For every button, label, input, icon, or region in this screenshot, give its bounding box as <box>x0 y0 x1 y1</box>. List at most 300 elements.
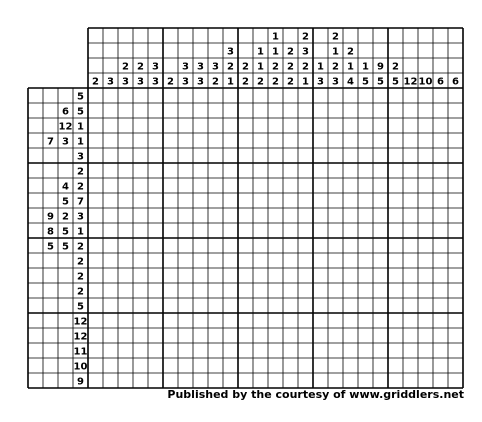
grid-cell[interactable] <box>388 133 403 148</box>
grid-cell[interactable] <box>313 313 328 328</box>
grid-cell[interactable] <box>433 298 448 313</box>
grid-cell[interactable] <box>118 223 133 238</box>
grid-cell[interactable] <box>328 133 343 148</box>
grid-cell[interactable] <box>343 88 358 103</box>
grid-cell[interactable] <box>358 313 373 328</box>
grid-cell[interactable] <box>388 298 403 313</box>
grid-cell[interactable] <box>328 343 343 358</box>
grid-cell[interactable] <box>103 208 118 223</box>
grid-cell[interactable] <box>148 118 163 133</box>
grid-cell[interactable] <box>238 118 253 133</box>
grid-cell[interactable] <box>148 163 163 178</box>
grid-cell[interactable] <box>373 358 388 373</box>
grid-cell[interactable] <box>313 223 328 238</box>
grid-cell[interactable] <box>388 313 403 328</box>
grid-cell[interactable] <box>313 88 328 103</box>
grid-cell[interactable] <box>283 373 298 388</box>
grid-cell[interactable] <box>193 238 208 253</box>
grid-cell[interactable] <box>193 118 208 133</box>
grid-cell[interactable] <box>328 148 343 163</box>
grid-cell[interactable] <box>403 358 418 373</box>
grid-cell[interactable] <box>178 238 193 253</box>
grid-cell[interactable] <box>358 298 373 313</box>
grid-cell[interactable] <box>283 343 298 358</box>
grid-cell[interactable] <box>208 268 223 283</box>
grid-cell[interactable] <box>208 133 223 148</box>
grid-cell[interactable] <box>283 253 298 268</box>
grid-cell[interactable] <box>448 313 463 328</box>
grid-cell[interactable] <box>343 328 358 343</box>
grid-cell[interactable] <box>373 223 388 238</box>
grid-cell[interactable] <box>253 268 268 283</box>
grid-cell[interactable] <box>403 373 418 388</box>
grid-cell[interactable] <box>223 253 238 268</box>
grid-cell[interactable] <box>208 148 223 163</box>
grid-cell[interactable] <box>268 343 283 358</box>
grid-cell[interactable] <box>223 328 238 343</box>
grid-cell[interactable] <box>418 118 433 133</box>
grid-cell[interactable] <box>208 223 223 238</box>
grid-cell[interactable] <box>433 103 448 118</box>
grid-cell[interactable] <box>253 163 268 178</box>
grid-cell[interactable] <box>178 283 193 298</box>
grid-cell[interactable] <box>313 328 328 343</box>
grid-cell[interactable] <box>148 253 163 268</box>
grid-cell[interactable] <box>358 328 373 343</box>
grid-cell[interactable] <box>283 133 298 148</box>
grid-cell[interactable] <box>328 313 343 328</box>
grid-cell[interactable] <box>178 373 193 388</box>
grid-cell[interactable] <box>103 268 118 283</box>
grid-cell[interactable] <box>238 268 253 283</box>
grid-cell[interactable] <box>118 163 133 178</box>
grid-cell[interactable] <box>178 268 193 283</box>
grid-cell[interactable] <box>148 238 163 253</box>
grid-cell[interactable] <box>433 328 448 343</box>
grid-cell[interactable] <box>223 178 238 193</box>
grid-cell[interactable] <box>208 298 223 313</box>
grid-cell[interactable] <box>253 148 268 163</box>
grid-cell[interactable] <box>163 88 178 103</box>
grid-cell[interactable] <box>193 343 208 358</box>
grid-cell[interactable] <box>223 133 238 148</box>
grid-cell[interactable] <box>448 208 463 223</box>
grid-cell[interactable] <box>388 118 403 133</box>
grid-cell[interactable] <box>88 343 103 358</box>
grid-cell[interactable] <box>148 88 163 103</box>
grid-cell[interactable] <box>358 148 373 163</box>
grid-cell[interactable] <box>388 88 403 103</box>
grid-cell[interactable] <box>268 148 283 163</box>
grid-cell[interactable] <box>418 148 433 163</box>
grid-cell[interactable] <box>193 268 208 283</box>
grid-cell[interactable] <box>448 298 463 313</box>
grid-cell[interactable] <box>343 193 358 208</box>
grid-cell[interactable] <box>133 238 148 253</box>
grid-cell[interactable] <box>193 103 208 118</box>
grid-cell[interactable] <box>253 133 268 148</box>
grid-cell[interactable] <box>268 268 283 283</box>
grid-cell[interactable] <box>163 328 178 343</box>
grid-cell[interactable] <box>388 238 403 253</box>
grid-cell[interactable] <box>193 313 208 328</box>
grid-cell[interactable] <box>418 208 433 223</box>
grid-cell[interactable] <box>373 178 388 193</box>
grid-cell[interactable] <box>373 253 388 268</box>
grid-cell[interactable] <box>133 313 148 328</box>
grid-cell[interactable] <box>253 118 268 133</box>
grid-cell[interactable] <box>313 193 328 208</box>
grid-cell[interactable] <box>163 163 178 178</box>
grid-cell[interactable] <box>238 223 253 238</box>
grid-cell[interactable] <box>133 373 148 388</box>
grid-cell[interactable] <box>343 223 358 238</box>
grid-cell[interactable] <box>313 283 328 298</box>
grid-cell[interactable] <box>193 253 208 268</box>
grid-cell[interactable] <box>448 283 463 298</box>
grid-cell[interactable] <box>403 268 418 283</box>
grid-cell[interactable] <box>298 283 313 298</box>
grid-cell[interactable] <box>223 223 238 238</box>
grid-cell[interactable] <box>298 208 313 223</box>
grid-cell[interactable] <box>313 343 328 358</box>
grid-cell[interactable] <box>118 148 133 163</box>
grid-cell[interactable] <box>268 178 283 193</box>
grid-cell[interactable] <box>433 313 448 328</box>
grid-cell[interactable] <box>433 208 448 223</box>
grid-cell[interactable] <box>388 328 403 343</box>
grid-cell[interactable] <box>163 193 178 208</box>
grid-cell[interactable] <box>253 178 268 193</box>
grid-cell[interactable] <box>403 283 418 298</box>
grid-cell[interactable] <box>403 223 418 238</box>
grid-cell[interactable] <box>193 328 208 343</box>
grid-cell[interactable] <box>133 178 148 193</box>
grid-cell[interactable] <box>268 208 283 223</box>
grid-cell[interactable] <box>238 178 253 193</box>
grid-cell[interactable] <box>223 313 238 328</box>
grid-cell[interactable] <box>148 373 163 388</box>
grid-cell[interactable] <box>373 313 388 328</box>
grid-cell[interactable] <box>268 328 283 343</box>
grid-cell[interactable] <box>433 223 448 238</box>
grid-cell[interactable] <box>403 88 418 103</box>
grid-cell[interactable] <box>118 328 133 343</box>
grid-cell[interactable] <box>433 253 448 268</box>
grid-cell[interactable] <box>178 298 193 313</box>
grid-cell[interactable] <box>433 148 448 163</box>
grid-cell[interactable] <box>208 88 223 103</box>
grid-cell[interactable] <box>178 88 193 103</box>
grid-cell[interactable] <box>208 328 223 343</box>
grid-cell[interactable] <box>298 358 313 373</box>
grid-cell[interactable] <box>163 238 178 253</box>
grid-cell[interactable] <box>403 118 418 133</box>
grid-cell[interactable] <box>343 253 358 268</box>
grid-cell[interactable] <box>118 373 133 388</box>
grid-cell[interactable] <box>268 163 283 178</box>
grid-cell[interactable] <box>373 283 388 298</box>
grid-cell[interactable] <box>388 373 403 388</box>
grid-cell[interactable] <box>328 238 343 253</box>
grid-cell[interactable] <box>283 163 298 178</box>
grid-cell[interactable] <box>418 133 433 148</box>
grid-cell[interactable] <box>313 178 328 193</box>
grid-cell[interactable] <box>283 358 298 373</box>
grid-cell[interactable] <box>193 133 208 148</box>
grid-cell[interactable] <box>223 283 238 298</box>
grid-cell[interactable] <box>103 118 118 133</box>
grid-cell[interactable] <box>433 133 448 148</box>
grid-cell[interactable] <box>283 313 298 328</box>
grid-cell[interactable] <box>388 178 403 193</box>
grid-cell[interactable] <box>103 253 118 268</box>
grid-cell[interactable] <box>358 223 373 238</box>
grid-cell[interactable] <box>373 238 388 253</box>
grid-cell[interactable] <box>133 298 148 313</box>
grid-cell[interactable] <box>208 193 223 208</box>
grid-cell[interactable] <box>133 118 148 133</box>
grid-cell[interactable] <box>403 253 418 268</box>
grid-cell[interactable] <box>418 283 433 298</box>
grid-cell[interactable] <box>418 163 433 178</box>
grid-cell[interactable] <box>418 268 433 283</box>
grid-cell[interactable] <box>178 208 193 223</box>
grid-cell[interactable] <box>88 118 103 133</box>
grid-cell[interactable] <box>418 373 433 388</box>
grid-cell[interactable] <box>118 88 133 103</box>
grid-cell[interactable] <box>163 358 178 373</box>
grid-cell[interactable] <box>253 223 268 238</box>
grid-cell[interactable] <box>418 223 433 238</box>
grid-cell[interactable] <box>118 193 133 208</box>
grid-cell[interactable] <box>343 178 358 193</box>
grid-cell[interactable] <box>433 118 448 133</box>
grid-cell[interactable] <box>118 298 133 313</box>
grid-cell[interactable] <box>193 283 208 298</box>
grid-cell[interactable] <box>418 238 433 253</box>
grid-cell[interactable] <box>178 223 193 238</box>
grid-cell[interactable] <box>343 313 358 328</box>
grid-cell[interactable] <box>268 253 283 268</box>
grid-cell[interactable] <box>148 193 163 208</box>
puzzle-grid[interactable] <box>88 88 463 388</box>
grid-cell[interactable] <box>88 178 103 193</box>
grid-cell[interactable] <box>88 133 103 148</box>
grid-cell[interactable] <box>328 163 343 178</box>
grid-cell[interactable] <box>163 118 178 133</box>
grid-cell[interactable] <box>388 268 403 283</box>
grid-cell[interactable] <box>133 88 148 103</box>
grid-cell[interactable] <box>433 358 448 373</box>
grid-cell[interactable] <box>193 358 208 373</box>
grid-cell[interactable] <box>343 343 358 358</box>
grid-cell[interactable] <box>238 208 253 223</box>
grid-cell[interactable] <box>223 268 238 283</box>
grid-cell[interactable] <box>163 298 178 313</box>
grid-cell[interactable] <box>238 298 253 313</box>
grid-cell[interactable] <box>448 148 463 163</box>
grid-cell[interactable] <box>223 358 238 373</box>
grid-cell[interactable] <box>103 193 118 208</box>
grid-cell[interactable] <box>268 223 283 238</box>
grid-cell[interactable] <box>193 223 208 238</box>
grid-cell[interactable] <box>178 118 193 133</box>
grid-cell[interactable] <box>133 283 148 298</box>
grid-cell[interactable] <box>403 163 418 178</box>
grid-cell[interactable] <box>343 103 358 118</box>
grid-cell[interactable] <box>298 343 313 358</box>
grid-cell[interactable] <box>403 298 418 313</box>
grid-cell[interactable] <box>373 268 388 283</box>
grid-cell[interactable] <box>343 148 358 163</box>
grid-cell[interactable] <box>88 208 103 223</box>
grid-cell[interactable] <box>373 88 388 103</box>
grid-cell[interactable] <box>163 373 178 388</box>
grid-cell[interactable] <box>88 328 103 343</box>
grid-cell[interactable] <box>343 208 358 223</box>
grid-cell[interactable] <box>163 313 178 328</box>
grid-cell[interactable] <box>403 313 418 328</box>
grid-cell[interactable] <box>283 328 298 343</box>
grid-cell[interactable] <box>283 193 298 208</box>
grid-cell[interactable] <box>103 298 118 313</box>
grid-cell[interactable] <box>223 298 238 313</box>
grid-cell[interactable] <box>253 253 268 268</box>
grid-cell[interactable] <box>343 238 358 253</box>
grid-cell[interactable] <box>328 283 343 298</box>
grid-cell[interactable] <box>88 283 103 298</box>
grid-cell[interactable] <box>388 358 403 373</box>
grid-cell[interactable] <box>118 343 133 358</box>
grid-cell[interactable] <box>448 358 463 373</box>
grid-cell[interactable] <box>373 118 388 133</box>
grid-cell[interactable] <box>238 88 253 103</box>
grid-cell[interactable] <box>268 88 283 103</box>
grid-cell[interactable] <box>283 88 298 103</box>
grid-cell[interactable] <box>223 103 238 118</box>
grid-cell[interactable] <box>388 193 403 208</box>
grid-cell[interactable] <box>313 373 328 388</box>
grid-cell[interactable] <box>448 373 463 388</box>
grid-cell[interactable] <box>163 253 178 268</box>
grid-cell[interactable] <box>118 358 133 373</box>
grid-cell[interactable] <box>253 193 268 208</box>
grid-cell[interactable] <box>448 223 463 238</box>
grid-cell[interactable] <box>88 223 103 238</box>
grid-cell[interactable] <box>88 148 103 163</box>
grid-cell[interactable] <box>238 358 253 373</box>
grid-cell[interactable] <box>193 148 208 163</box>
grid-cell[interactable] <box>328 103 343 118</box>
grid-cell[interactable] <box>268 118 283 133</box>
grid-cell[interactable] <box>418 313 433 328</box>
grid-cell[interactable] <box>238 328 253 343</box>
grid-cell[interactable] <box>88 313 103 328</box>
grid-cell[interactable] <box>388 343 403 358</box>
grid-cell[interactable] <box>433 283 448 298</box>
grid-cell[interactable] <box>163 133 178 148</box>
grid-cell[interactable] <box>208 373 223 388</box>
grid-cell[interactable] <box>253 283 268 298</box>
grid-cell[interactable] <box>133 148 148 163</box>
grid-cell[interactable] <box>148 223 163 238</box>
grid-cell[interactable] <box>238 193 253 208</box>
grid-cell[interactable] <box>163 223 178 238</box>
grid-cell[interactable] <box>223 343 238 358</box>
grid-cell[interactable] <box>313 358 328 373</box>
grid-cell[interactable] <box>448 193 463 208</box>
grid-cell[interactable] <box>298 298 313 313</box>
grid-cell[interactable] <box>148 298 163 313</box>
grid-cell[interactable] <box>163 268 178 283</box>
grid-cell[interactable] <box>208 118 223 133</box>
grid-cell[interactable] <box>88 298 103 313</box>
grid-cell[interactable] <box>343 133 358 148</box>
grid-cell[interactable] <box>253 313 268 328</box>
grid-cell[interactable] <box>193 208 208 223</box>
grid-cell[interactable] <box>253 343 268 358</box>
grid-cell[interactable] <box>253 208 268 223</box>
grid-cell[interactable] <box>373 328 388 343</box>
grid-cell[interactable] <box>148 358 163 373</box>
grid-cell[interactable] <box>178 253 193 268</box>
grid-cell[interactable] <box>223 208 238 223</box>
grid-cell[interactable] <box>388 148 403 163</box>
grid-cell[interactable] <box>148 313 163 328</box>
grid-cell[interactable] <box>298 268 313 283</box>
grid-cell[interactable] <box>343 373 358 388</box>
grid-cell[interactable] <box>238 163 253 178</box>
grid-cell[interactable] <box>88 88 103 103</box>
grid-cell[interactable] <box>448 163 463 178</box>
grid-cell[interactable] <box>208 178 223 193</box>
grid-cell[interactable] <box>373 163 388 178</box>
grid-cell[interactable] <box>448 328 463 343</box>
grid-cell[interactable] <box>328 253 343 268</box>
grid-cell[interactable] <box>208 358 223 373</box>
grid-cell[interactable] <box>403 328 418 343</box>
grid-cell[interactable] <box>133 268 148 283</box>
grid-cell[interactable] <box>448 118 463 133</box>
grid-cell[interactable] <box>298 178 313 193</box>
grid-cell[interactable] <box>418 253 433 268</box>
grid-cell[interactable] <box>133 223 148 238</box>
grid-cell[interactable] <box>208 313 223 328</box>
grid-cell[interactable] <box>343 298 358 313</box>
grid-cell[interactable] <box>448 103 463 118</box>
grid-cell[interactable] <box>178 163 193 178</box>
grid-cell[interactable] <box>133 193 148 208</box>
grid-cell[interactable] <box>133 328 148 343</box>
grid-cell[interactable] <box>433 163 448 178</box>
grid-cell[interactable] <box>148 328 163 343</box>
grid-cell[interactable] <box>403 193 418 208</box>
grid-cell[interactable] <box>358 358 373 373</box>
grid-cell[interactable] <box>178 313 193 328</box>
grid-cell[interactable] <box>253 373 268 388</box>
grid-cell[interactable] <box>88 253 103 268</box>
grid-cell[interactable] <box>148 148 163 163</box>
grid-cell[interactable] <box>343 163 358 178</box>
grid-cell[interactable] <box>148 133 163 148</box>
grid-cell[interactable] <box>193 88 208 103</box>
grid-cell[interactable] <box>148 103 163 118</box>
grid-cell[interactable] <box>178 178 193 193</box>
grid-cell[interactable] <box>373 148 388 163</box>
grid-cell[interactable] <box>178 193 193 208</box>
grid-cell[interactable] <box>253 238 268 253</box>
